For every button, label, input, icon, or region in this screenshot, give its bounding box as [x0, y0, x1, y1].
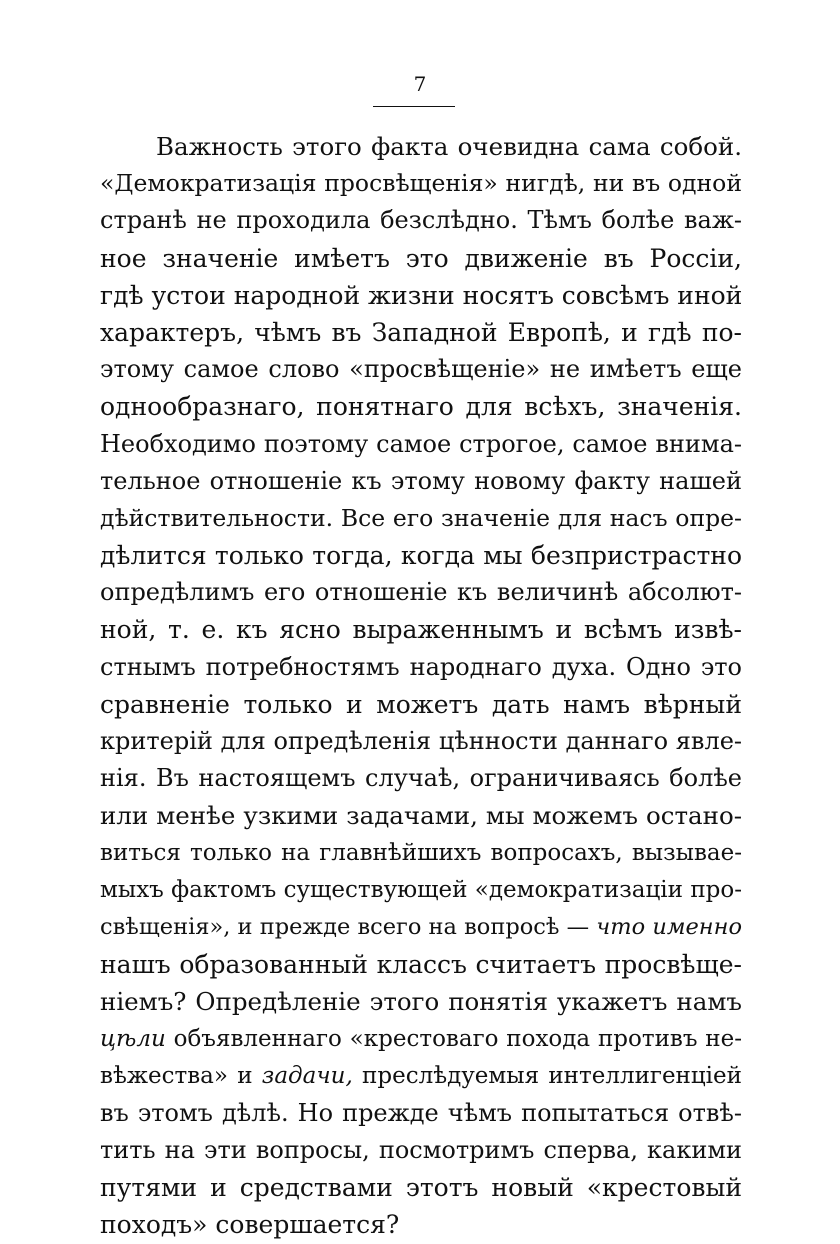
text-line [100, 388, 742, 425]
text-line [100, 1021, 742, 1058]
text-line [100, 574, 742, 611]
text-line [100, 760, 742, 797]
text-segment: въ этомъ дѣлѣ. Но прежде чѣмъ попытаться отвѣ- [100, 1098, 742, 1127]
text-line [100, 240, 742, 277]
text-segment: ной, т. е. къ ясно выраженнымъ и всѣмъ извѣ- [100, 615, 742, 645]
page-number: 7 [413, 72, 427, 96]
text-segment: ніемъ? Опредѣленіе этого понятія укажетъ намъ [100, 987, 742, 1017]
italic-text: цѣли [100, 1025, 166, 1052]
text-segment: нашъ образованный классъ считаетъ просвѣще- [100, 950, 742, 980]
text-line [100, 537, 742, 574]
text-line [100, 611, 742, 648]
text-segment: путями и средствами этотъ новый «крестовый [100, 1173, 742, 1203]
text-segment: Важность этого факта очевидна сама собой. [156, 132, 742, 161]
text-line [100, 1095, 742, 1132]
text-line [100, 723, 742, 760]
text-line [100, 872, 742, 909]
text-segment: ное значеніе имѣетъ это движеніе въ Россіи, [100, 243, 742, 273]
text-segment: преслѣдуемыя интеллигенціей [352, 1062, 742, 1089]
text-segment: гдѣ устои народной жизни носятъ совсѣмъ иной [100, 280, 743, 310]
text-line [100, 128, 742, 165]
text-segment: сравненіе только и можетъ дать намъ вѣрный [100, 689, 742, 719]
text-line [100, 1132, 742, 1169]
text-line [100, 165, 742, 202]
text-segment: или менѣе узкими задачами, мы можемъ остано- [100, 801, 742, 831]
text-segment: стнымъ потребностямъ народнаго духа. Одно это [100, 652, 742, 681]
italic-text: задачи, [261, 1062, 353, 1089]
body-paragraph [100, 128, 742, 1244]
text-line [100, 202, 742, 239]
text-line [100, 426, 742, 463]
text-segment: тить на эти вопросы, посмотримъ сперва, какими [100, 1136, 742, 1165]
text-segment: вѣжества» и [100, 1062, 262, 1089]
text-line [100, 500, 742, 537]
text-line [100, 983, 742, 1020]
text-segment: свѣщенія», и прежде всего на вопросѣ — [100, 913, 597, 940]
text-line [100, 1058, 742, 1095]
text-segment: мыхъ фактомъ существующей «демократизаціи про- [100, 876, 742, 903]
text-segment: нія. Въ настоящемъ случаѣ, ограничиваясь болѣе [100, 764, 742, 793]
text-segment: «Демократизація просвѣщенія» нигдѣ, ни въ одной [100, 169, 742, 198]
text-segment: этому самое слово «просвѣщеніе» не имѣетъ еще [100, 355, 742, 384]
text-segment: объявленнаго «крестоваго похода противъ не- [165, 1025, 742, 1052]
text-segment: однообразнаго, понятнаго для всѣхъ, значенія. [100, 392, 742, 422]
text-segment: Необходимо поэтому самое строгое, самое внима- [100, 429, 742, 458]
text-line [100, 463, 742, 500]
header-rule [373, 106, 455, 107]
text-segment: дѣлится только тогда, когда мы безпристрастно [100, 541, 742, 571]
text-line [100, 1169, 742, 1206]
text-segment: виться только на главнѣйшихъ вопросахъ, вызывае- [100, 839, 742, 866]
text-line [100, 686, 742, 723]
text-segment: тельное отношеніе къ этому новому факту нашей [100, 466, 742, 495]
text-segment: опредѣлимъ его отношеніе къ величинѣ абсолют- [100, 578, 742, 607]
text-line [100, 835, 742, 872]
text-segment: странѣ не проходила безслѣдно. Тѣмъ болѣе важ- [100, 206, 742, 235]
text-line [100, 909, 742, 946]
text-line [100, 277, 742, 314]
text-segment: характеръ, чѣмъ въ Западной Европѣ, и гдѣ по- [100, 317, 742, 347]
text-segment: критерій для опредѣленія цѣнности даннаго явле- [100, 727, 742, 755]
text-line [100, 1206, 742, 1243]
text-line [100, 946, 742, 983]
text-line [100, 314, 742, 351]
text-segment: дѣйствительности. Все его значеніе для насъ опре- [100, 503, 742, 532]
text-segment: походъ» совершается? [100, 1210, 400, 1240]
text-line [100, 649, 742, 686]
italic-text: что именно [596, 913, 742, 940]
text-line [100, 797, 742, 834]
text-line [100, 351, 742, 388]
